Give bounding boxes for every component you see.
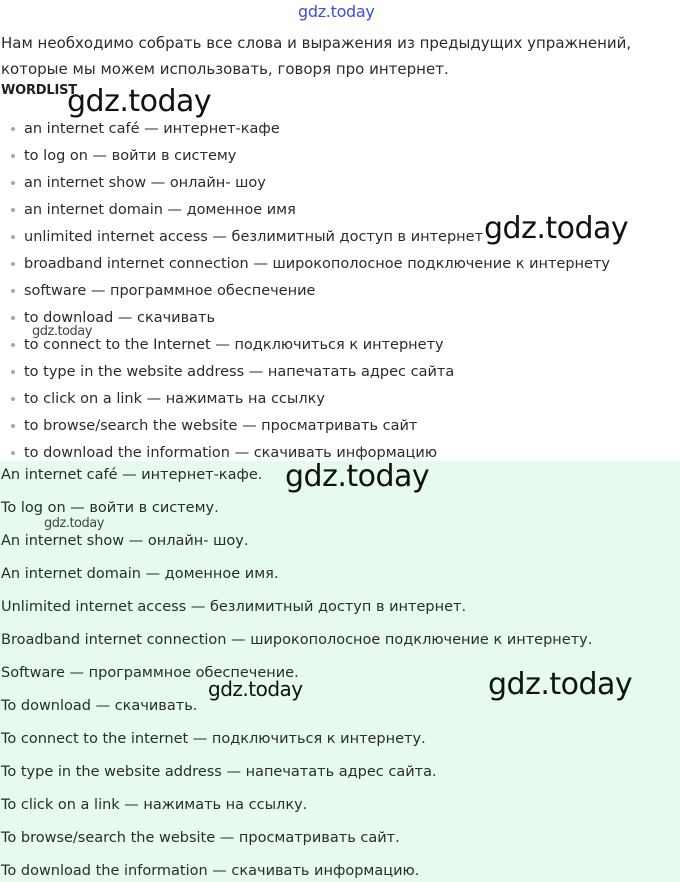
bullet-icon	[11, 397, 15, 401]
answer-line: Software — программное обеспечение.	[1, 665, 299, 681]
intro-text: Нам необходимо собрать все слова и выражения из предыдущих упражнений, которые мы можем использовать, говоря про интернет.	[1, 34, 632, 78]
wordlist-item-text: to download — скачивать	[24, 310, 216, 326]
list-item	[11, 305, 610, 332]
list-item	[11, 386, 610, 413]
bullet-icon	[11, 208, 15, 212]
answer-line: Broadband internet connection — широкополосное подключение к интернету.	[1, 632, 593, 648]
wordlist-item-text: an internet domain — доменное имя	[24, 202, 296, 218]
wordlist-item-text: unlimited internet access — безлимитный доступ в интернет	[24, 229, 484, 245]
answer-line: To browse/search the website — просматривать сайт.	[1, 830, 400, 846]
watermark-text: gdz.today	[67, 84, 212, 119]
bullet-icon	[11, 343, 15, 347]
watermark-text: gdz.today	[44, 516, 104, 531]
answer-line: An internet café — интернет-кафе.	[1, 467, 263, 483]
watermark-text: gdz.today	[488, 667, 633, 702]
bullet-icon	[11, 424, 15, 428]
wordlist-item-text: software — программное обеспечение	[24, 283, 316, 299]
wordlist	[11, 116, 610, 467]
bullet-icon	[11, 154, 15, 158]
list-item	[11, 359, 610, 386]
answer-line: Unlimited internet access — безлимитный доступ в интернет.	[1, 599, 467, 615]
bullet-icon	[11, 235, 15, 239]
wordlist-item-text: to download the information — скачивать информацию	[24, 445, 438, 461]
watermark-text: gdz.today	[285, 459, 430, 494]
answer-line: An internet domain — доменное имя.	[1, 566, 279, 582]
answer-line: To click on a link — нажимать на ссылку.	[1, 797, 308, 813]
answer-line: To download the information — скачивать информацию.	[1, 863, 420, 879]
wordlist-heading: WORDLIST	[1, 83, 77, 98]
bullet-icon	[11, 451, 15, 455]
wordlist-item-text: to type in the website address — напечатать адрес сайта	[24, 364, 455, 380]
answer-line: To log on — войти в систему.	[1, 500, 219, 516]
list-item	[11, 251, 610, 278]
watermark-text: gdz.today	[484, 211, 629, 246]
list-item	[11, 170, 610, 197]
bullet-icon	[11, 289, 15, 293]
list-item	[11, 143, 610, 170]
watermark-text: gdz.today	[208, 677, 303, 701]
wordlist-item-text: to connect to the Internet — подключиться к интернету	[24, 337, 444, 353]
list-item	[11, 278, 610, 305]
wordlist-item-text: broadband internet connection — широкополосное подключение к интернету	[24, 256, 610, 272]
bullet-icon	[11, 370, 15, 374]
watermark-text: gdz.today	[32, 324, 92, 339]
wordlist-item-text: an internet show — онлайн- шоу	[24, 175, 266, 191]
top-watermark: gdz.today	[298, 2, 375, 21]
answer-line: To type in the website address — напечатать адрес сайта.	[1, 764, 437, 780]
wordlist-item-text: an internet café — интернет-кафе	[24, 121, 280, 137]
wordlist-item-text: to log on — войти в систему	[24, 148, 237, 164]
list-item	[11, 413, 610, 440]
bullet-icon	[11, 316, 15, 320]
wordlist-item-text: to browse/search the website — просматривать сайт	[24, 418, 418, 434]
answer-line: An internet show — онлайн- шоу.	[1, 533, 249, 549]
list-item	[11, 332, 610, 359]
answer-line: To download — скачивать.	[1, 698, 198, 714]
bullet-icon	[11, 127, 15, 131]
answer-line: To connect to the internet — подключиться к интернету.	[1, 731, 426, 747]
bullet-icon	[11, 181, 15, 185]
list-item	[11, 116, 610, 143]
bullet-icon	[11, 262, 15, 266]
wordlist-item-text: to click on a link — нажимать на ссылку	[24, 391, 325, 407]
